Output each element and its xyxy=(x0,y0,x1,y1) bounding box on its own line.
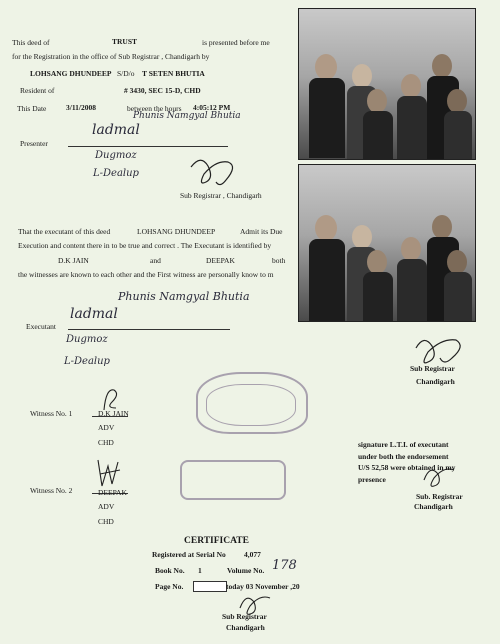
signature-dugmoz-mid: Dugmoz xyxy=(66,334,108,345)
sub-registrar-signature-top xyxy=(186,152,246,192)
page-number-box xyxy=(193,581,227,592)
witness1-signature xyxy=(100,384,122,412)
this-date-label: This Date xyxy=(17,104,47,113)
witness1-name: D.K JAIN xyxy=(98,409,129,418)
presenter-label: Presenter xyxy=(20,139,48,148)
address: # 3430, SEC 15-D, CHD xyxy=(124,86,201,95)
rectangular-stamp xyxy=(180,460,286,500)
signature-executant-top: Phunis Namgyal Bhutia xyxy=(133,111,241,121)
exec-line1-a: That the executant of this deed xyxy=(18,227,111,236)
witness2-signature xyxy=(94,456,124,490)
exec-line4: the witnesses are known to each other and the First witness are personally know to m xyxy=(18,270,274,279)
witness2-name: DEEPAK xyxy=(98,488,127,497)
sub-registrar-city-mid: Chandigarh xyxy=(416,377,455,386)
identifier1: D.K JAIN xyxy=(58,256,89,265)
lti-note-line4: presence xyxy=(358,475,386,484)
executant-line xyxy=(68,329,230,330)
volume-label: Volume No. xyxy=(227,566,265,575)
lti-note-line2: under both the endorsement xyxy=(358,452,449,461)
date-value: 3/11/2008 xyxy=(66,103,97,112)
sub-registrar-signature-lti xyxy=(420,460,460,492)
exec-line2: Execution and content there in to be true and correct . The Executant is identified by xyxy=(18,241,272,250)
signature-ladimal-top: ladmal xyxy=(92,122,140,138)
serial-label: Registered at Serial No xyxy=(152,550,226,559)
time-value: 4:05:12 PM xyxy=(193,103,231,112)
presenter-line xyxy=(68,146,228,147)
sep-sub-registrar-title: Sub. Registrar xyxy=(416,492,463,501)
this-deed-label: This deed of xyxy=(12,38,50,47)
exec-line1-b: Admit its Due xyxy=(240,227,283,236)
registration-text: for the Registration in the office of Sub Registrar , Chandigarh by xyxy=(12,52,210,61)
sub-registrar-title-mid: Sub Registrar xyxy=(410,364,455,373)
presented-text: is presented before me xyxy=(202,38,270,47)
resident-label: Resident of xyxy=(20,86,55,95)
witness1-label: Witness No. 1 xyxy=(30,409,73,418)
seal-stamp-inner xyxy=(206,384,296,426)
signature-ladimal-mid: ladmal xyxy=(70,306,118,322)
photo-top xyxy=(298,8,476,160)
bottom-sub-registrar-city: Chandigarh xyxy=(226,623,265,632)
serial-number: 4,077 xyxy=(244,550,261,559)
relation-label: S/D/o xyxy=(117,69,135,78)
volume-number: 178 xyxy=(272,558,297,573)
signature-executant-mid: Phunis Namgyal Bhutia xyxy=(118,290,250,303)
lti-note-line1: signature L.T.I. of executant xyxy=(358,440,449,449)
executant-name: LOHSANG DHUNDEEP xyxy=(137,227,216,236)
executant-label: Executant xyxy=(26,322,56,331)
witness1-line3: CHD xyxy=(98,438,114,447)
deed-type: TRUST xyxy=(112,37,138,46)
witness2-label: Witness No. 2 xyxy=(30,486,73,495)
certificate-title: CERTIFICATE xyxy=(184,536,249,546)
book-number: 1 xyxy=(198,566,202,575)
witness1-line2: ADV xyxy=(98,423,115,432)
between-hours-label: between the hours xyxy=(127,104,182,113)
signature-dealup-mid: L-Dealup xyxy=(64,356,110,367)
party-name: LOHSANG DHUNDEEP xyxy=(30,69,112,78)
photo-bottom xyxy=(298,164,476,322)
signature-dealup-top: L-Dealup xyxy=(93,168,139,179)
sub-registrar-title-top: Sub Registrar , Chandigarh xyxy=(180,191,262,200)
lti-note-line3: U/S 52,58 were obtained in my xyxy=(358,463,456,472)
signature-dugmoz-top: Dugmoz xyxy=(95,150,137,161)
father-name: T SETEN BHUTIA xyxy=(142,69,205,78)
bottom-sub-registrar-title: Sub Registrar xyxy=(222,612,267,621)
and-label: and xyxy=(150,256,161,265)
witness2-line2: ADV xyxy=(98,502,115,511)
identifier2: DEEPAK xyxy=(206,256,235,265)
witness2-line3: CHD xyxy=(98,517,114,526)
both-label: both xyxy=(272,256,286,265)
page-label: Page No. xyxy=(155,582,184,591)
today-text: today 03 November ,20 xyxy=(226,582,300,591)
sep-sub-registrar-city: Chandigarh xyxy=(414,502,453,511)
book-label: Book No. xyxy=(155,566,185,575)
